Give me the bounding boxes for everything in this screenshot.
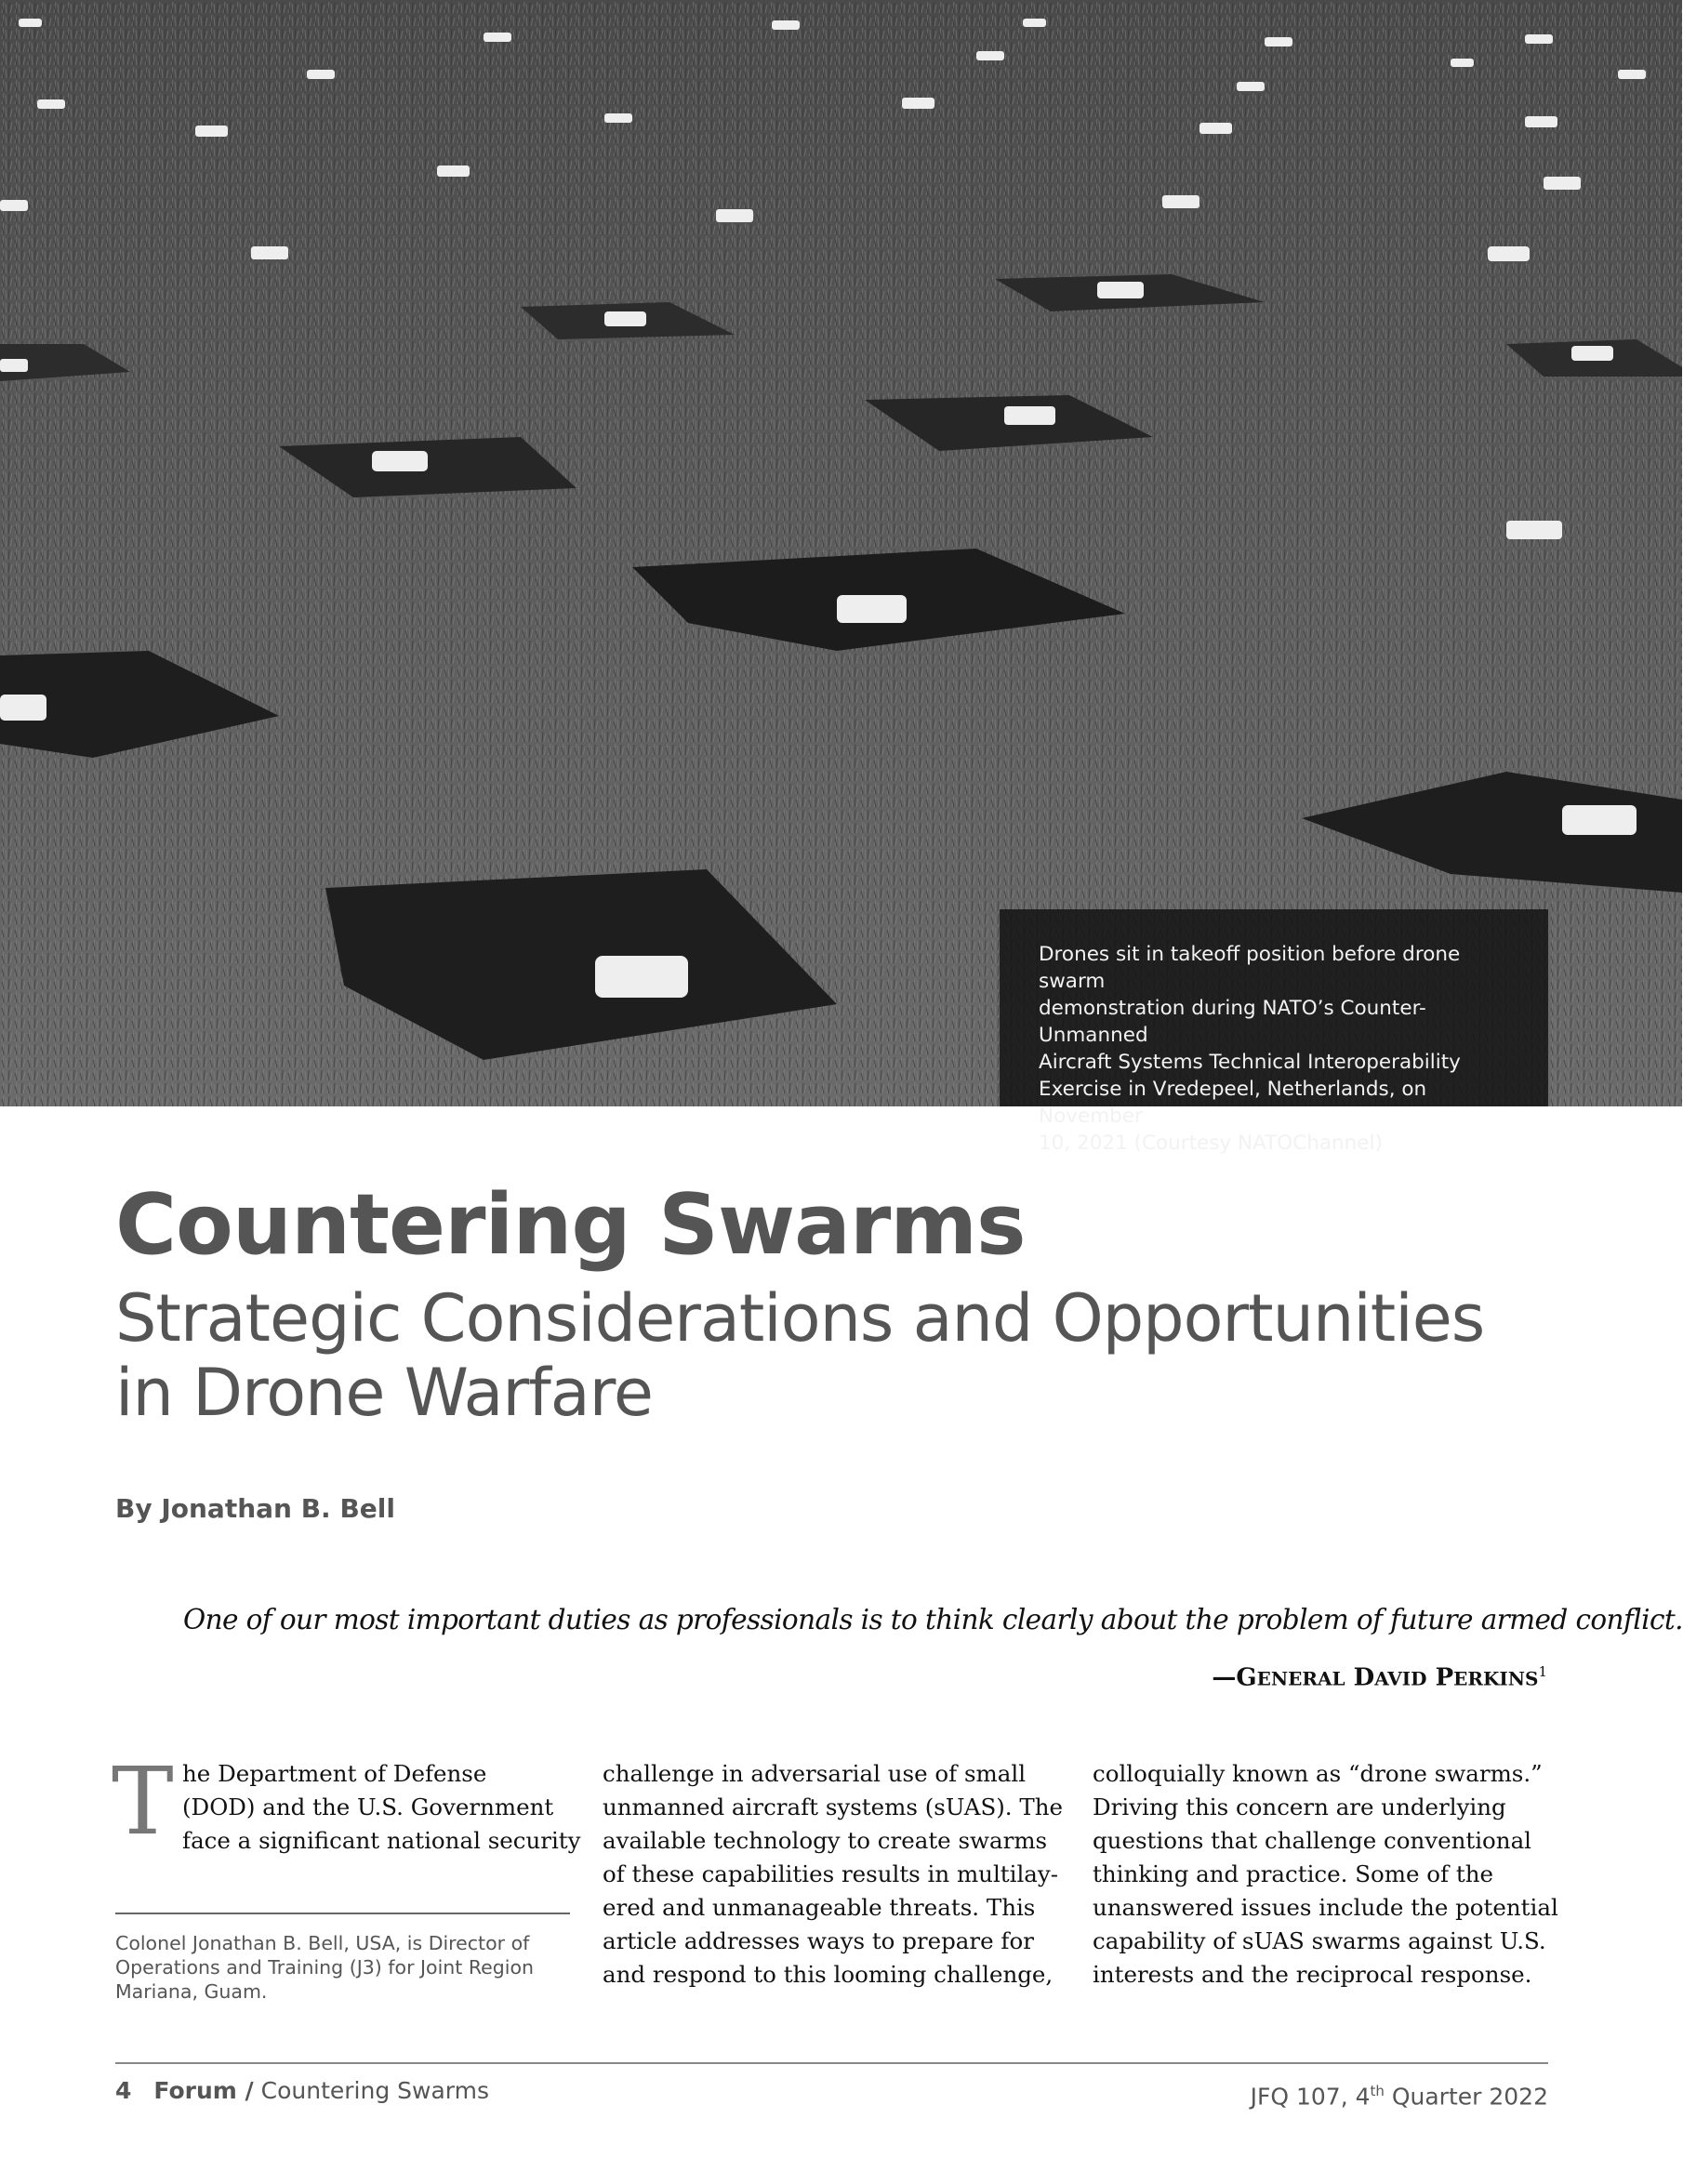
article-subtitle	[115, 1281, 1603, 1430]
bio-line: Mariana, Guam.	[115, 1980, 268, 2003]
bio-divider	[115, 1913, 570, 1914]
subtitle-line: Strategic Considerations and Opportunities	[115, 1280, 1485, 1357]
footnote-marker: 1	[1538, 1663, 1547, 1680]
section-label: Forum /	[153, 2077, 254, 2104]
article-title: Countering Swarms	[115, 1176, 1026, 1274]
drop-cap: T	[112, 1747, 174, 1856]
attribution-text: ENERAL	[1256, 1667, 1345, 1690]
body-line: article addresses ways to prepare for	[603, 1927, 1034, 1954]
epigraph-attribution	[1212, 1655, 1547, 1696]
photo-caption	[1000, 909, 1548, 1155]
epigraph-quote: One of our most important duties as professionals is to think clearly about the problem of future armed conflict.	[183, 1604, 1683, 1635]
caption-line: demonstration during NATO’s Counter-Unmanned	[1039, 997, 1426, 1047]
caption-line: 10, 2021 (Courtesy NATOChannel)	[1039, 1132, 1383, 1155]
byline: By Jonathan B. Bell	[115, 1493, 395, 1524]
footer-divider	[115, 2062, 1548, 2064]
bio-line: Operations and Training (J3) for Joint Region	[115, 1956, 535, 1979]
page-number: 4	[115, 2077, 132, 2104]
body-line: ered and unmanageable threats. This	[603, 1894, 1036, 1921]
caption-line: Exercise in Vredepeel, Netherlands, on November	[1039, 1078, 1427, 1128]
body-line: capability of sUAS swarms against U.S.	[1093, 1927, 1546, 1954]
body-line: available technology to create swarms	[603, 1827, 1048, 1854]
attribution-text: D	[1353, 1663, 1375, 1692]
issue-info	[1251, 2076, 1548, 2111]
attribution-text: AVID	[1374, 1667, 1427, 1690]
issue-text: Quarter 2022	[1384, 2083, 1548, 2111]
subtitle-line: in Drone Warfare	[115, 1355, 653, 1431]
bio-line: Colonel Jonathan B. Bell, USA, is Director of	[115, 1932, 530, 1954]
body-line: interests and the reciprocal response.	[1093, 1961, 1532, 1988]
caption-line: Drones sit in takeoff position before drone swarm	[1039, 943, 1461, 993]
body-column-1	[182, 1757, 581, 1858]
attribution-text: G	[1236, 1663, 1257, 1692]
attribution-text: ERKINS	[1453, 1667, 1539, 1690]
body-line: thinking and practice. Some of the	[1093, 1860, 1494, 1887]
body-line: and respond to this looming challenge,	[603, 1961, 1054, 1988]
body-column-2	[603, 1757, 1063, 1992]
attribution-text: P	[1435, 1663, 1454, 1692]
body-line: challenge in adversarial use of small	[603, 1760, 1027, 1787]
issue-sup: th	[1370, 2083, 1385, 2099]
running-title: Countering Swarms	[260, 2077, 489, 2104]
body-line: (DOD) and the U.S. Government	[182, 1794, 554, 1820]
author-bio	[115, 1931, 580, 2004]
body-line: of these capabilities results in multilay-	[603, 1860, 1059, 1887]
body-line: Driving this concern are underlying	[1093, 1794, 1506, 1820]
footer-left	[115, 2076, 489, 2106]
caption-line: Aircraft Systems Technical Interoperability	[1039, 1051, 1461, 1074]
attribution-dash: —	[1212, 1663, 1237, 1692]
body-line: colloquially known as “drone swarms.”	[1093, 1760, 1543, 1787]
body-line: he Department of Defense	[182, 1760, 487, 1787]
body-column-3	[1093, 1757, 1558, 1992]
body-line: unmanned aircraft systems (sUAS). The	[603, 1794, 1064, 1820]
body-line: unanswered issues include the potential	[1093, 1894, 1558, 1921]
body-line: questions that challenge conventional	[1093, 1827, 1532, 1854]
body-line: face a significant national security	[182, 1827, 581, 1854]
issue-text: JFQ 107, 4	[1250, 2083, 1371, 2111]
